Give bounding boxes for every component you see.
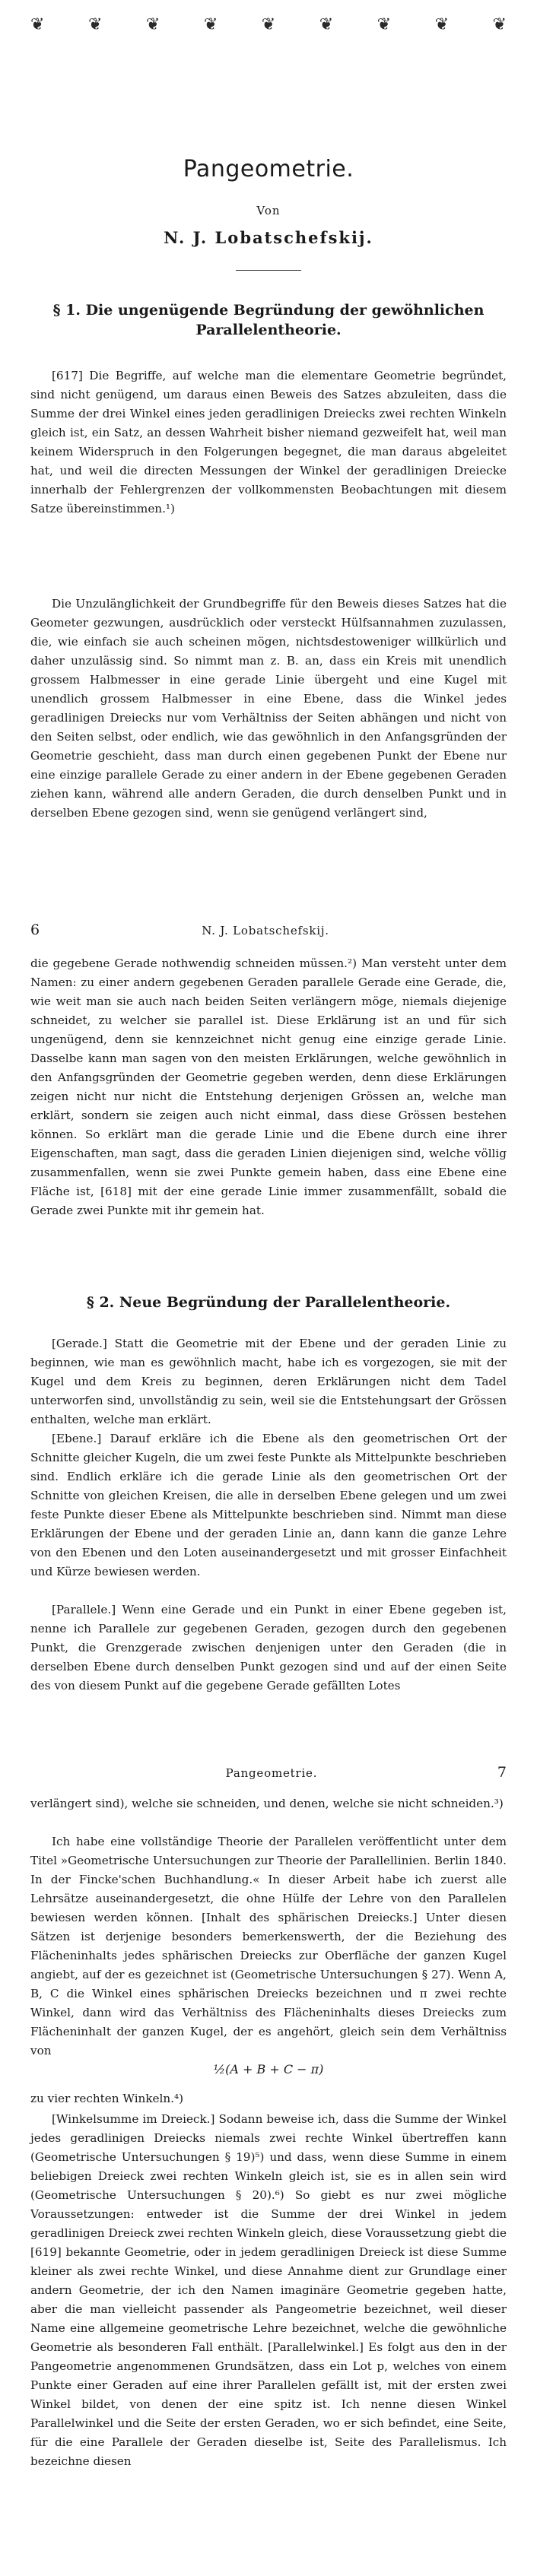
section-2-heading: § 2. Neue Begründung der Parallelentheorie. [86, 1294, 451, 1311]
section-2-paragraph: [Ebene.] Darauf erkläre ich die Ebene als den geometrischen Ort der Schnitte gleicher Kugeln, die um zwei feste Punkte als Mittelpunkte beschrieben sind. Endlich erkläre ich die gerade Linie als den geometrischen Ort der Schnitte von gleichen Kreisen, die alle in derselben Ebene gelegen und um zwei feste Punkte dieser Ebene als Mittelpunkte beschrieben sind. Nimmt man diese Erklärungen der Ebene und der geraden Linie an, dann kann die ganze Lehre von den Ebenen und den Loten auseinandergesetzt und mit grosser Einfachheit und Kürze bewiesen werden. [30, 1432, 507, 1578]
page-number: 6 [30, 922, 40, 938]
decorative-bird-icon: ❦ [434, 15, 449, 34]
page-7-paragraph: [Winkelsumme im Dreieck.] Sodann beweise ich, dass die Summe der Winkel jedes geradlinigen Dreiecks niemals zwei rechte Winkel übertreffen kann (Geometrische Untersuchungen § 19)⁵) und dass, wenn diese Summe in einem beliebigen Dreieck zwei rechten Winkeln gleich ist, sie es in allen sein wird (Geometrische Untersuchungen § 20).⁶) So giebt es nur zwei mögliche Voraussetzungen: entweder ist die Summe der drei Winkel in jedem geradlinigen Dreieck zwei rechten Winkeln gleich, diese Voraussetzung giebt die [619] bekannte Geometrie, oder in jedem geradlinigen Dreieck ist diese Summe kleiner als zwei rechte Winkel, und diese Annahme dient zur Grundlage einer andern Geometrie, der ich den Namen imaginäre Geometrie gegeben hatte, aber die man vielleicht passender als Pangeometrie bezeichnet, weil dieser Name eine allgemeine geometrische Lehre bezeichnet, welche die gewöhnliche Geometrie als besonderen Fall enthält. [Parallelwinkel.] Es folgt aus den in der Pangeometrie angenommenen Grundsätzen, dass ein Lot p, welches von einem Punkte einer Geraden auf eine ihrer Parallelen gefällt ist, mit der ersten zwei Winkel bildet, von denen der eine spitz ist. Ich nenne diesen Winkel Parallelwinkel und die Seite der ersten Geraden, wo er sich befindet, eine Seite, für die eine Parallele der Geraden dieselbe ist, Seite des Parallelismus. Ich bezeichne diesen [30, 2112, 507, 2468]
decorative-bird-icon: ❦ [319, 15, 334, 34]
decorative-bird-icon: ❦ [261, 15, 276, 34]
decorative-bird-icon: ❦ [30, 15, 45, 34]
running-title: Pangeometrie. [225, 1766, 318, 1780]
decorative-bird-icon: ❦ [492, 15, 507, 34]
section-1-heading-line1: § 1. Die ungenügende Begründung der gewöhnlichen [52, 302, 485, 319]
decorative-bird-icon: ❦ [87, 15, 103, 34]
decorative-bird-icon: ❦ [377, 15, 392, 34]
document-title: Pangeometrie. [183, 156, 354, 182]
section-1-paragraph: [617] Die Begriffe, auf welche man die elementare Geometrie begründet, sind nicht genügend, um daraus einen Beweis des Satzes abzuleiten, dass die Summe der drei Winkel eines jeden geradlinigen Dreiecks zwei rechten Winkeln gleich ist, ein Satz, an dessen Wahrheit bisher niemand gezweifelt hat, weil man keinem Widerspruch in den Folgerungen begegnet, die man daraus abgeleitet hat, und weil die directen Messungen der Winkel der geradlinigen Dreiecke innerhalb der Fehlergrenzen der vollkommensten Beobachtungen mit diesem Satze übereinstimmen.¹) [30, 369, 507, 516]
byline-von: Von [256, 204, 281, 217]
page-7-paragraph: verlängert sind), welche sie schneiden, und denen, welche sie nicht schneiden.³) [30, 1797, 504, 1810]
section-1-paragraph: Die Unzulänglichkeit der Grundbegriffe für den Beweis dieses Satzes hat die Geometer gezwungen, ausdrücklich oder versteckt Hülfsannahmen zuzulassen, die, wie einfach sie auch scheinen mögen, nichtsdestoweniger willkürlich und daher unzulässig sind. So nimmt man z. B. an, dass ein Kreis mit unendlich grossem Halbmesser in eine gerade Linie übergeht und eine Kugel mit unendlich grossem Halbmesser in eine Ebene, dass die Winkel jedes geradlinigen Dreiecks nur vom Verhältniss der Seiten abhängen und nicht von den Seiten selbst, oder endlich, wie das gewöhnlich in den Anfangsgründen der Geometrie geschieht, dass man durch einen gegebenen Punkt der Ebene nur eine einzige parallele Gerade zu einer andern in der Ebene gegebenen Geraden ziehen kann, während alle andern Geraden, die durch denselben Punkt und in derselben Ebene gezogen sind, wenn sie genügend verlängert sind, [30, 597, 507, 820]
section-2-paragraph: [Parallele.] Wenn eine Gerade und ein Punkt in einer Ebene gegeben ist, nenne ich Parallele zur gegebenen Geraden, gezogen durch den gegebenen Punkt, die Grenzgerade zwischen denjenigen unter den Geraden (die in derselben Ebene durch denselben Punkt gezogen sind und auf der einen Seite des von diesem Punkt auf die gegebene Gerade gefällten Lotes [30, 1603, 507, 1692]
title-rule [236, 270, 301, 271]
page-number: 7 [497, 1764, 507, 1781]
page-7-paragraph: Ich habe eine vollständige Theorie der Parallelen veröffentlicht unter dem Titel »Geometrische Untersuchungen zur Theorie der Parallellinien. Berlin 1840. In der Fincke'schen Buchhandlung.« In dieser Arbeit habe ich zuerst alle Lehrsätze auseinandergesetzt, die ohne Hülfe der Lehre von den Parallelen bewiesen werden können. [Inhalt des sphärischen Dreiecks.] Unter diesen Sätzen ist derjenige besonders bemerkenswerth, der die Beziehung des Flächeninhalts jedes sphärischen Dreiecks zur Oberfläche der ganzen Kugel angiebt, auf der es gezeichnet ist (Geometrische Untersuchungen § 27). Wenn A, B, C die Winkel eines sphärischen Dreiecks bezeichnen und π zwei rechte Winkel, dann wird das Verhältniss des Flächeninhalts dieses Dreiecks zum Flächeninhalt der ganzen Kugel, der es angehört, gleich sein dem Verhältniss von [30, 1835, 507, 2057]
decorative-bird-icon: ❦ [145, 15, 160, 34]
author-name: N. J. Lobatschefskij. [164, 228, 373, 247]
formula: ½(A + B + C − π) [213, 2062, 324, 2076]
running-header-page-7 [30, 1764, 507, 1781]
section-1-heading [30, 300, 507, 340]
top-ornament-row [30, 17, 507, 33]
page-6-paragraph: die gegebene Gerade nothwendig schneiden müssen.²) Man versteht unter dem Namen: zu einer andern gegebenen Geraden parallele Gerade eine Gerade, die, wie weit man sie auch nach beiden Seiten verlängern möge, niemals diejenige schneidet, zu welcher sie parallel ist. Diese Erklärung ist an und für sich ungenügend, denn sie kennzeichnet nicht genug eine einzige gerade Linie. Dasselbe kann man sagen von den meisten Erklärungen, welche gewöhnlich in den Anfangsgründen der Geometrie gegeben werden, denn diese Erklärungen zeigen nicht nur nicht die Entstehung derjenigen Grössen an, welche man erklärt, sondern sie zeigen auch nicht einmal, dass diese Grössen bestehen können. So erklärt man die gerade Linie und die Ebene durch eine ihrer Eigenschaften, man sagt, dass die geraden Linien diejenigen sind, welche völlig zusammenfallen, wenn sie zwei Punkte gemein haben, dass eine Ebene eine Fläche ist, [618] mit der eine gerade Linie immer zusammenfällt, sobald die Gerade zwei Punkte mit ihr gemein hat. [30, 956, 507, 1217]
section-1-heading-line2: Parallelentheorie. [195, 322, 342, 338]
page-7-paragraph: zu vier rechten Winkeln.⁴) [30, 2092, 184, 2105]
running-header-page-6 [30, 922, 507, 938]
running-title: N. J. Lobatschefskij. [202, 924, 329, 937]
section-2-paragraph: [Gerade.] Statt die Geometrie mit der Ebene und der geraden Linie zu beginnen, wie man es gewöhnlich macht, habe ich es vorgezogen, sie mit der Kugel und dem Kreis zu beginnen, deren Erklärungen nicht dem Tadel unterworfen sind, unvollständig zu sein, weil sie die Entstehungsart der Grössen enthalten, welche man erklärt. [30, 1337, 507, 1426]
decorative-bird-icon: ❦ [203, 15, 218, 34]
